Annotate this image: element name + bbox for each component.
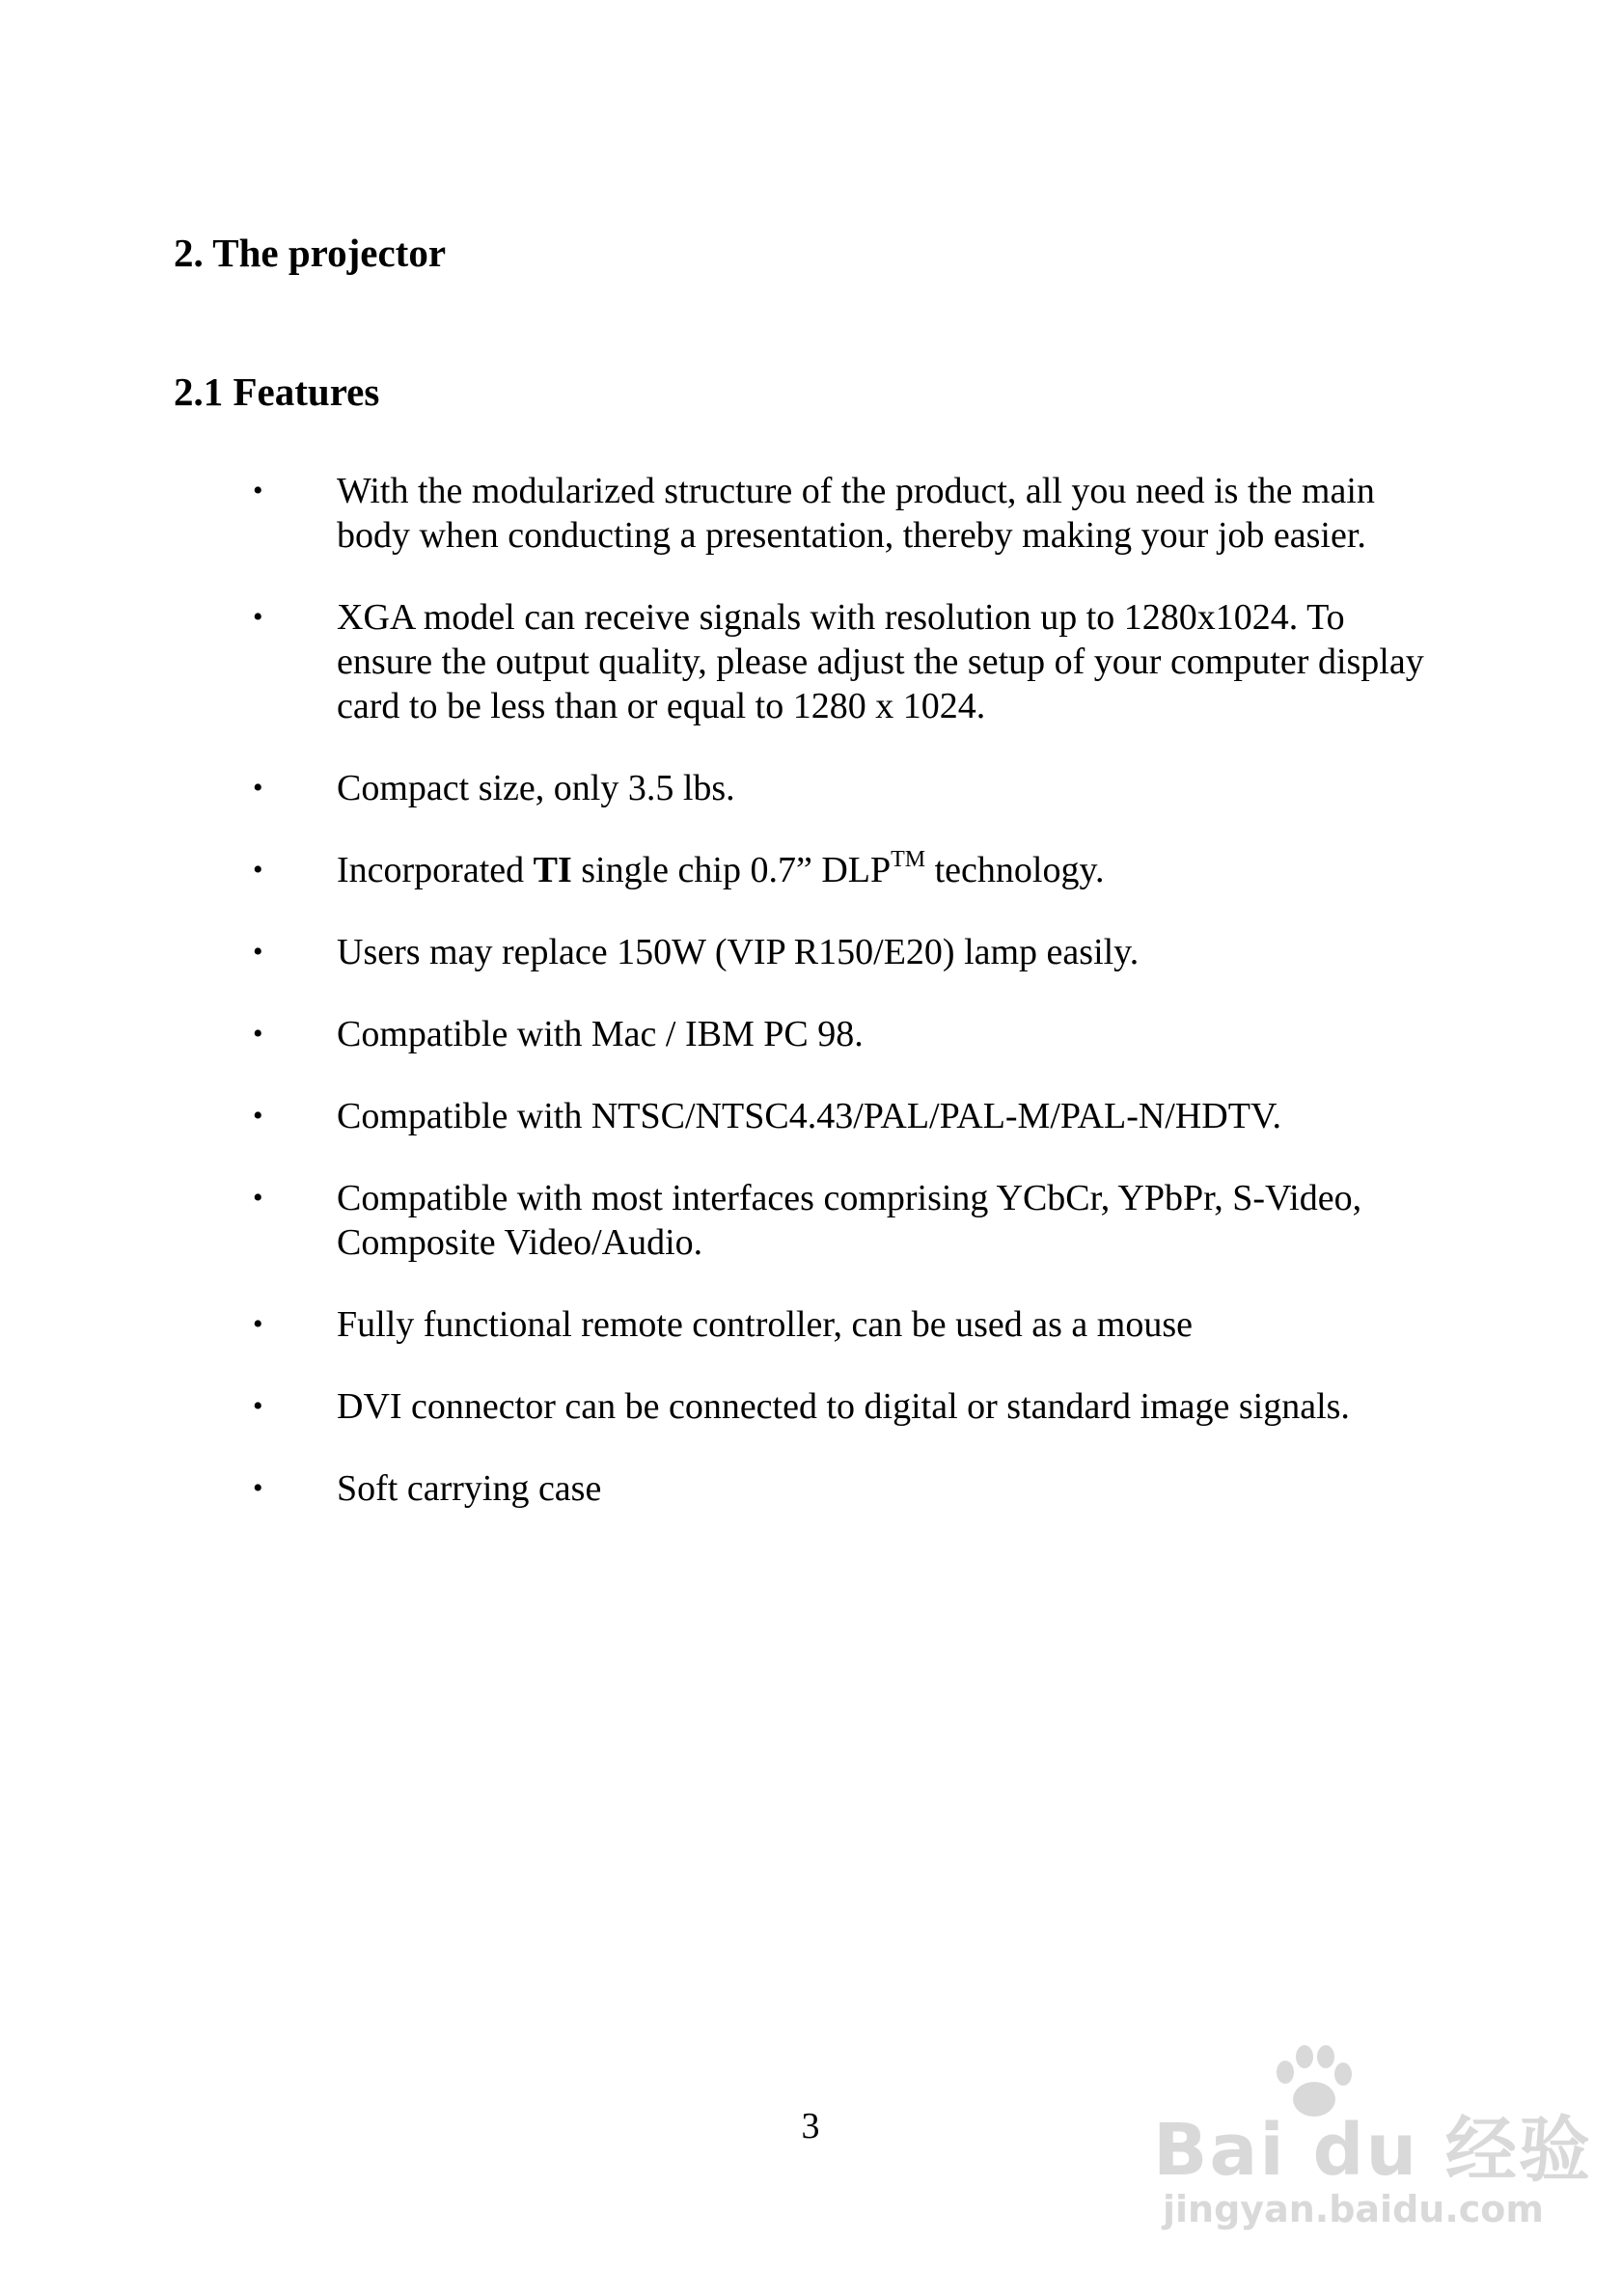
bullet-icon: • — [253, 772, 263, 804]
feature-text: Compatible with NTSC/NTSC4.43/PAL/PAL-M/PAL-N/HDTV. — [337, 1096, 1282, 1136]
baidu-watermark — [1153, 2043, 1592, 2255]
list-item — [0, 1384, 1621, 1429]
bullet-icon: • — [253, 1100, 263, 1132]
bullet-icon: • — [253, 1182, 263, 1214]
feature-text: Compatible with most interfaces comprising YCbCr, YPbPr, S-Video, Composite Video/Audio. — [337, 1178, 1362, 1263]
feature-text-pre: Incorporated — [337, 850, 534, 890]
feature-text-post: technology. — [925, 850, 1105, 890]
watermark-url: jingyan.baidu.com — [1163, 2188, 1544, 2230]
list-item — [0, 930, 1621, 974]
bullet-icon: • — [253, 1390, 263, 1422]
list-item — [0, 1466, 1621, 1511]
watermark-logo-text: Bai du 经验 — [1153, 2109, 1592, 2192]
feature-text-bold: TI — [533, 850, 572, 890]
feature-text: Compatible with Mac / IBM PC 98. — [337, 1014, 864, 1054]
list-item — [0, 848, 1621, 892]
bullet-icon: • — [253, 1472, 263, 1504]
list-item — [0, 595, 1621, 728]
list-item — [0, 469, 1621, 558]
list-item — [0, 1176, 1621, 1265]
list-item — [0, 1302, 1621, 1347]
feature-text: Fully functional remote controller, can be used as a mouse — [337, 1304, 1193, 1345]
features-list — [0, 469, 1621, 1548]
list-item — [0, 766, 1621, 810]
feature-text: Compact size, only 3.5 lbs. — [337, 768, 735, 808]
feature-text: Users may replace 150W (VIP R150/E20) lamp easily. — [337, 932, 1140, 972]
list-item — [0, 1012, 1621, 1056]
feature-text: DVI connector can be connected to digital or standard image signals. — [337, 1386, 1350, 1427]
feature-text — [337, 848, 1446, 892]
subsection-title: 2.1 Features — [174, 369, 380, 414]
page-number: 3 — [801, 2106, 820, 2146]
bullet-icon: • — [253, 475, 263, 506]
trademark-superscript: TM — [891, 847, 926, 872]
bullet-icon: • — [253, 1018, 263, 1050]
bullet-icon: • — [253, 1308, 263, 1340]
list-item — [0, 1094, 1621, 1138]
feature-text: With the modularized structure of the product, all you need is the main body when conducting a presentation, thereby making your job easier. — [337, 471, 1375, 556]
feature-text: Soft carrying case — [337, 1468, 602, 1509]
feature-text-mid: single chip 0.7” DLP — [571, 850, 892, 890]
bullet-icon: • — [253, 854, 263, 886]
bullet-icon: • — [253, 936, 263, 968]
feature-text: XGA model can receive signals with resolution up to 1280x1024. To ensure the output quality, please adjust the setup of your computer display card to be less than or equal to 1280 x 1024. — [337, 597, 1424, 726]
bullet-icon: • — [253, 601, 263, 633]
section-title: 2. The projector — [174, 231, 447, 275]
